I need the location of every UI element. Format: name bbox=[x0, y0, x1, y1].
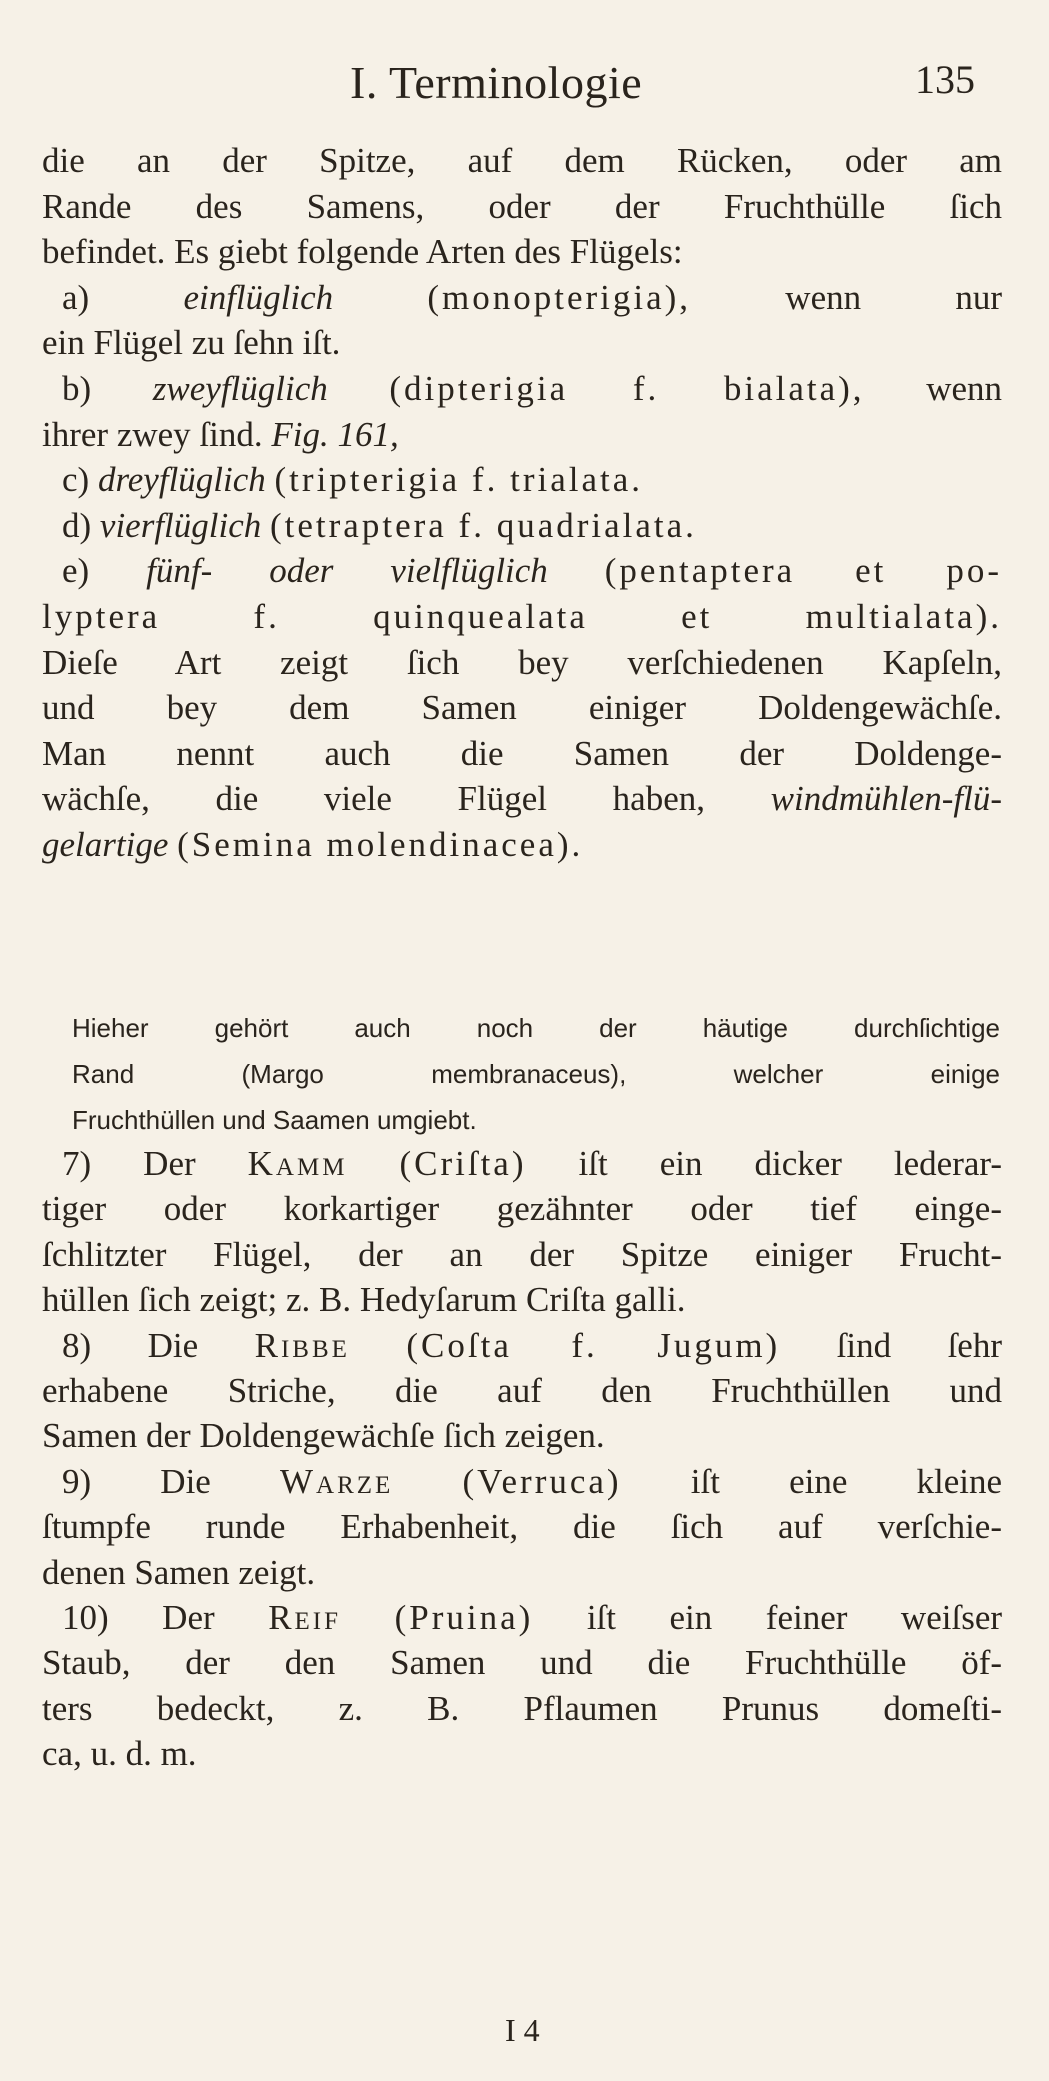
item-7 bbox=[42, 1141, 1002, 1186]
text-line: Samen der Doldengewächſe ſich zeigen. bbox=[42, 1416, 605, 1456]
list-item-c bbox=[42, 457, 1002, 503]
item-label: 7) Der bbox=[62, 1144, 196, 1183]
list-item-e bbox=[42, 548, 1002, 594]
text-line bbox=[42, 822, 1002, 868]
numbered-items bbox=[42, 1141, 1002, 1777]
item-term: Kamm bbox=[247, 1144, 348, 1183]
item-rest: iſt ein dicker lederar- bbox=[578, 1144, 1003, 1183]
text-line: Staub, der den Samen und die Fruchthülle öf- bbox=[42, 1643, 1002, 1683]
latin-term: (pentaptera et po- bbox=[604, 551, 1003, 591]
italic-term: windmühlen-flü- bbox=[770, 779, 1003, 819]
list-label: e) bbox=[62, 551, 90, 591]
item-term: Reif bbox=[268, 1598, 342, 1638]
latin-term: (Verruca) bbox=[462, 1461, 622, 1501]
item-term: Warze bbox=[280, 1461, 394, 1501]
list-label: c) bbox=[62, 460, 90, 500]
list-label: d) bbox=[62, 505, 92, 545]
item-rest: ſind ſehr bbox=[836, 1325, 1002, 1365]
text-line: ca, u. d. m. bbox=[42, 1734, 197, 1774]
text-line: ters bedeckt, z. B. Pflaumen Prunus domeſti- bbox=[42, 1688, 1002, 1728]
item-label: 8) Die bbox=[62, 1325, 199, 1365]
list-term: vierflüglich bbox=[99, 505, 262, 545]
latin-term: (Semina molendinacea). bbox=[177, 824, 584, 864]
text-line: lyptera f. quinquealata et multialata). bbox=[42, 596, 1002, 636]
page-number: 135 bbox=[915, 57, 975, 102]
latin-term: (Criſta) bbox=[399, 1144, 527, 1183]
list-item-a bbox=[42, 275, 1002, 321]
item-label: 9) Die bbox=[62, 1461, 211, 1501]
latin-term: (Pruina) bbox=[394, 1598, 534, 1638]
latin-term: (tripterigia f. trialata. bbox=[274, 460, 643, 500]
list-term: dreyflüglich bbox=[97, 460, 266, 500]
list-label: b) bbox=[62, 368, 92, 408]
latin-term: (monopterigia), bbox=[427, 277, 692, 317]
list-label: a) bbox=[62, 277, 90, 317]
list-rest: wenn bbox=[926, 368, 1002, 408]
item-label: 10) Der bbox=[62, 1598, 215, 1638]
text-line: befindet. Es giebt folgende Arten des Flügels: bbox=[42, 232, 683, 272]
text-line bbox=[42, 776, 1002, 822]
signature-mark: I 4 bbox=[505, 2012, 540, 2048]
list-item-b bbox=[42, 366, 1002, 412]
text-line: Rande des Samens, oder der Fruchthülle ſich bbox=[42, 186, 1002, 226]
text-fragment: wächſe, die viele Flügel haben, bbox=[42, 779, 705, 819]
item-8 bbox=[42, 1323, 1002, 1368]
running-title: I. Terminologie bbox=[350, 57, 643, 108]
item-9 bbox=[42, 1459, 1002, 1504]
note-line: Rand (Margo membranaceus), welcher einige bbox=[72, 1059, 1000, 1089]
text-line: ein Flügel zu ſehn iſt. bbox=[42, 323, 341, 363]
text-line: tiger oder korkartiger gezähnter oder tief einge- bbox=[42, 1189, 1002, 1229]
latin-term: (tetraptera f. quadrialata. bbox=[270, 505, 697, 545]
main-text-block bbox=[42, 138, 1002, 868]
list-continuation: ihrer zwey ſind. bbox=[42, 414, 263, 454]
note-line: Fruchthüllen und Saamen umgiebt. bbox=[72, 1105, 477, 1135]
note-line: Hieher gehört auch noch der häutige durchſichtige bbox=[72, 1013, 1000, 1043]
text-line: Dieſe Art zeigt ſich bey verſchiedenen Kapſeln, bbox=[42, 642, 1002, 682]
text-line: und bey dem Samen einiger Doldengewächſe. bbox=[42, 688, 1002, 728]
text-line: erhabene Striche, die auf den Fruchthüllen und bbox=[42, 1371, 1002, 1411]
list-term: einflüglich bbox=[183, 277, 334, 317]
list-term: zweyflüglich bbox=[152, 368, 328, 408]
text-line: hüllen ſich zeigt; z. B. Hedyſarum Criſta galli. bbox=[42, 1280, 686, 1320]
text-line: Man nennt auch die Samen der Doldenge- bbox=[42, 733, 1002, 773]
text-line: die an der Spitze, auf dem Rücken, oder am bbox=[42, 141, 1002, 180]
text-line: ſchlitzter Flügel, der an der Spitze einiger Frucht- bbox=[42, 1234, 1002, 1274]
text-line bbox=[42, 412, 1002, 458]
text-line: denen Samen zeigt. bbox=[42, 1552, 316, 1592]
small-print-note bbox=[72, 1005, 1000, 1143]
item-rest: iſt ein feiner weiſser bbox=[586, 1598, 1003, 1638]
item-term: Ribbe bbox=[254, 1325, 350, 1365]
item-rest: iſt eine kleine bbox=[690, 1461, 1003, 1501]
list-rest: wenn nur bbox=[785, 277, 1002, 317]
list-term: fünf- oder vielflüglich bbox=[146, 551, 548, 591]
text-line: ſtumpfe runde Erhabenheit, die ſich auf verſchie- bbox=[42, 1507, 1002, 1547]
list-item-d bbox=[42, 503, 1002, 549]
page-header bbox=[0, 56, 1049, 116]
latin-term: (Coſta f. Jugum) bbox=[406, 1325, 781, 1365]
figure-reference: Fig. 161, bbox=[271, 414, 399, 454]
italic-term: gelartige bbox=[42, 824, 169, 864]
item-10 bbox=[42, 1595, 1002, 1640]
latin-term: (dipterigia f. bialata), bbox=[389, 368, 865, 408]
